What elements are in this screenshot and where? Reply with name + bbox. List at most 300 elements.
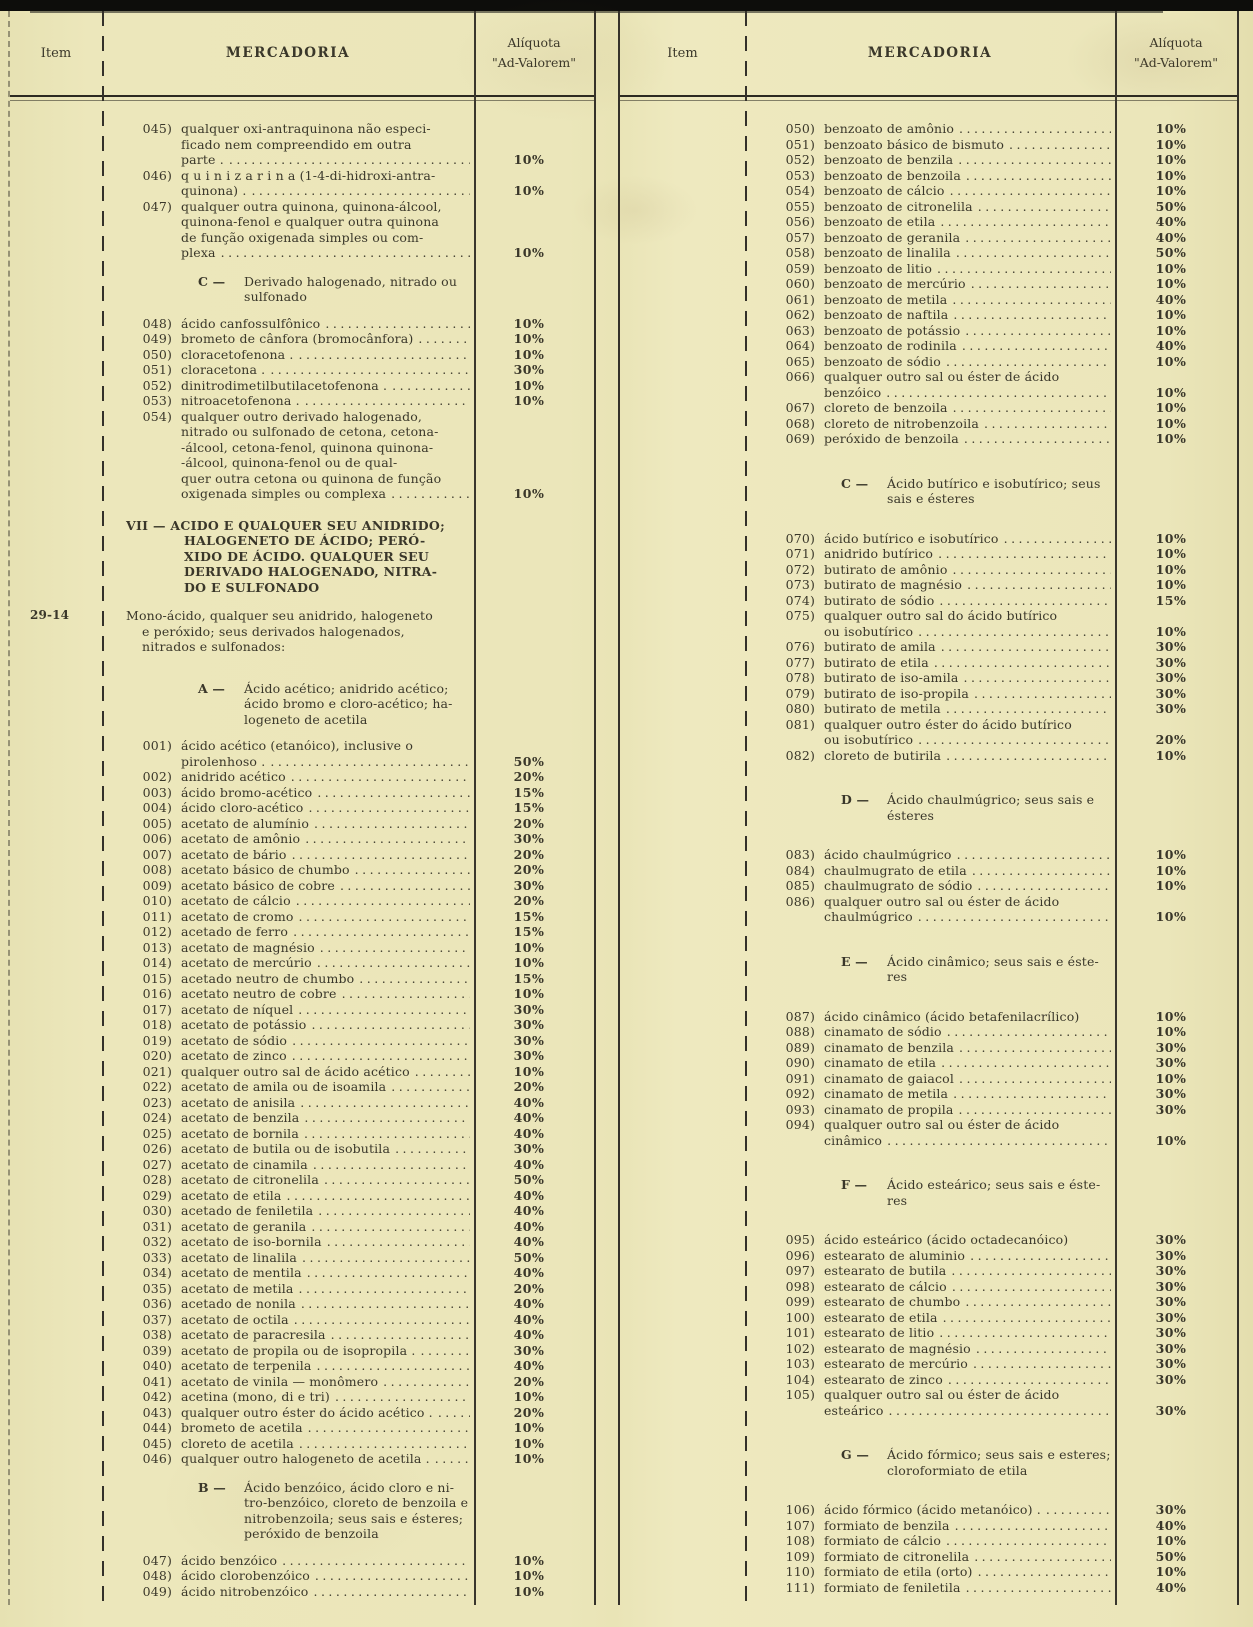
subsection-letter: F — (841, 1177, 868, 1192)
entry-content (126, 1436, 470, 1452)
entry-number: 054) (142, 408, 172, 424)
entry-rate: 30% (1155, 1371, 1187, 1387)
entry-rate: 40% (513, 1218, 545, 1234)
entry-rate: 10% (513, 486, 545, 501)
mercadoria-cell (102, 1327, 474, 1343)
subsection-text: Ácido benzóico, ácido cloro e ni- (244, 1479, 455, 1495)
entry-lines (824, 1564, 1111, 1580)
entry-lines (181, 1234, 470, 1250)
tariff-entry-row (10, 1281, 594, 1297)
tariff-entry-row (620, 1279, 1237, 1295)
item-column-cell (620, 1387, 745, 1418)
mercadoria-cell (745, 608, 1115, 639)
entry-rate: 30% (1155, 1232, 1187, 1247)
entry-rate: 10% (1155, 260, 1187, 276)
entry-content (769, 1232, 1111, 1248)
dot-leader (418, 331, 470, 347)
tariff-entry-row (10, 1126, 594, 1142)
item-column-cell (10, 800, 102, 816)
entry-text: benzoato de etila (824, 214, 936, 229)
mercadoria-cell (102, 878, 474, 894)
entry-content (769, 276, 1111, 292)
item-column-cell (620, 1263, 745, 1279)
entry-content (126, 121, 470, 168)
entry-text-line (824, 593, 1111, 609)
dot-leader (391, 1079, 470, 1095)
dot-leader (886, 385, 1111, 401)
tariff-table-left (8, 11, 596, 1605)
entry-number: 092) (785, 1086, 815, 1101)
tariff-entry-row (10, 1374, 594, 1390)
entry-text: estearato de butila (824, 1263, 947, 1278)
mercadoria-cell (102, 1343, 474, 1359)
entry-rate: 30% (1155, 1294, 1187, 1309)
tariff-entry-row (10, 1265, 594, 1281)
item-column-cell (10, 1219, 102, 1235)
entry-text-line (824, 1580, 1111, 1596)
entry-number: 098) (785, 1278, 815, 1294)
entry-lines (824, 1009, 1111, 1025)
dot-leader (342, 986, 470, 1002)
entry-text-line (824, 276, 1111, 292)
entry-rate: 50% (1155, 198, 1187, 214)
entry-rate: 10% (1155, 167, 1187, 183)
entry-text-line (824, 1102, 1111, 1118)
entry-text: cinamato de benzila (824, 1039, 955, 1055)
mercadoria-cell (745, 562, 1115, 578)
entry-number: 033) (142, 1249, 172, 1265)
entry-number: 030) (142, 1203, 172, 1218)
mercadoria-cell (745, 1310, 1115, 1326)
item-column-cell (10, 1358, 102, 1374)
entry-text: acetato de benzila (181, 1110, 300, 1125)
entry-text: butirato de amônio (824, 561, 948, 577)
entry-text-line (181, 1172, 470, 1188)
mercadoria-cell (745, 199, 1115, 215)
dot-leader (955, 1518, 1111, 1534)
entry-lines (824, 214, 1111, 230)
entry-text-line (181, 1095, 470, 1111)
entry-rate: 10% (513, 1435, 545, 1451)
entry-text: acetato de mercúrio (181, 955, 312, 970)
entry-rate: 10% (513, 377, 545, 393)
tariff-entry-row (620, 1502, 1237, 1518)
entry-text: nitrado ou sulfonado de cetona, cetona- (181, 424, 439, 439)
tariff-entry-row (10, 878, 594, 894)
entry-content (769, 686, 1111, 702)
entry-lines (824, 593, 1111, 609)
mercadoria-cell (102, 168, 474, 199)
mercadoria-cell (102, 608, 474, 655)
tariff-entry-row (620, 245, 1237, 261)
entry-text: ácido cinâmico (ácido betafenilacrílico) (824, 1008, 1080, 1024)
entry-rate: 10% (1155, 862, 1187, 878)
mercadoria-cell (102, 409, 474, 502)
item-column-cell (10, 121, 102, 168)
dot-leader (324, 1172, 470, 1188)
entry-text: acetato de anisila (181, 1094, 296, 1110)
entry-rate: 10% (1155, 384, 1187, 400)
section-heading-text: DO E SULFONADO (184, 579, 320, 595)
item-column-cell (10, 1234, 102, 1250)
item-column-cell (620, 1086, 745, 1102)
mercadoria-cell (745, 686, 1115, 702)
entry-number: 101) (785, 1325, 815, 1340)
dot-leader (953, 400, 1111, 416)
entry-text: acetato de iso-bornila (181, 1234, 322, 1249)
entry-lines (824, 1071, 1111, 1087)
entry-text: q u i n i z a r i n a (1-4-di-hidroxi-antra- (181, 167, 436, 183)
entry-content (769, 847, 1111, 863)
mercadoria-cell (745, 1325, 1115, 1341)
entry-lines (824, 639, 1111, 655)
entry-rate: 10% (1155, 909, 1187, 924)
entry-rate: 40% (513, 1110, 545, 1125)
item-column-cell (620, 1325, 745, 1341)
entry-content (769, 307, 1111, 323)
entry-lines (181, 924, 470, 940)
entry-lines (824, 261, 1111, 277)
dot-leader (959, 1102, 1111, 1118)
item-column-cell (620, 1502, 745, 1518)
entry-content (126, 1568, 470, 1584)
item-column-cell (620, 447, 745, 531)
item-column-cell (10, 409, 102, 502)
entry-text-line (824, 546, 1111, 562)
mercadoria-cell (102, 1553, 474, 1569)
entry-text-line (181, 816, 470, 832)
tariff-entry-row (620, 562, 1237, 578)
entry-text: acetina (mono, di e tri) (181, 1389, 330, 1404)
entry-number: 099) (785, 1294, 815, 1309)
section-heading-text: DERIVADO HALOGENADO, NITRA- (184, 564, 438, 579)
entry-text: benzoato de naftila (824, 307, 949, 322)
entry-text: acetado de ferro (181, 924, 289, 939)
mercadoria-cell (745, 1418, 1115, 1502)
entry-text-line (824, 562, 1111, 578)
entry-number: 094) (785, 1117, 815, 1132)
dot-leader (359, 971, 470, 987)
tariff-entry-row (620, 1580, 1237, 1596)
entry-rate: 30% (513, 831, 545, 846)
entry-lines (181, 971, 470, 987)
entry-number: 061) (785, 291, 815, 307)
tariff-entry-row (620, 152, 1237, 168)
mercadoria-cell (745, 593, 1115, 609)
mercadoria-cell (102, 1188, 474, 1204)
dot-leader (292, 1033, 470, 1049)
entry-lines (181, 1265, 470, 1281)
entry-lines (181, 1420, 470, 1436)
entry-rate: 30% (513, 362, 545, 377)
tariff-entry-row (10, 316, 594, 332)
entry-text-line (824, 577, 1111, 593)
entry-number: 095) (785, 1232, 815, 1247)
entry-lines (181, 1250, 470, 1266)
entry-content (126, 1203, 470, 1219)
entry-lines (824, 1055, 1111, 1071)
entry-lines (824, 531, 1111, 547)
entry-content (769, 1533, 1111, 1549)
entry-content (126, 986, 470, 1002)
entry-number: 106) (785, 1502, 815, 1517)
entry-text-line (181, 1568, 470, 1584)
entry-lines (824, 416, 1111, 432)
entry-lines (824, 292, 1111, 308)
mercadoria-cell (745, 546, 1115, 562)
entry-lines (824, 1533, 1111, 1549)
entry-text: ou isobutírico (824, 623, 914, 639)
dot-leader (947, 1024, 1111, 1040)
entry-lines (824, 1372, 1111, 1388)
dot-leader (946, 1533, 1111, 1549)
entry-number: 026) (142, 1141, 172, 1156)
item-column-cell (620, 245, 745, 261)
mercadoria-cell (102, 1265, 474, 1281)
entry-text-line (824, 1009, 1111, 1025)
entry-lines (181, 1358, 470, 1374)
entry-number: 060) (785, 276, 815, 291)
mercadoria-cell (102, 1064, 474, 1080)
dot-leader (383, 1374, 470, 1390)
entry-content (769, 431, 1111, 447)
entry-number: 005) (142, 815, 172, 831)
item-column-cell (620, 338, 745, 354)
tariff-entry-row (620, 261, 1237, 277)
entry-rate: 20% (513, 1079, 545, 1094)
entry-lines (824, 1232, 1111, 1248)
dot-leader (302, 1250, 470, 1266)
mercadoria-cell (745, 354, 1115, 370)
entry-text: quinona) . (181, 183, 247, 198)
section-heading-row (10, 502, 594, 609)
entry-lines (824, 1117, 1111, 1148)
entry-content (126, 862, 470, 878)
entry-number: 023) (142, 1094, 172, 1110)
mercadoria-cell (745, 1533, 1115, 1549)
entry-text-line (181, 785, 470, 801)
mercadoria-cell (745, 894, 1115, 925)
entry-number: 046) (142, 1451, 172, 1466)
subsection-heading-row (10, 668, 594, 739)
tariff-entry-row (620, 863, 1237, 879)
entry-rate: 40% (513, 1125, 545, 1141)
mercadoria-cell (745, 763, 1115, 847)
entry-rate: 50% (1155, 245, 1187, 260)
entry-text-line (181, 199, 470, 215)
dot-leader (318, 1203, 470, 1219)
entry-text: cinamato de metila (824, 1086, 949, 1101)
entry-rate: 10% (1155, 747, 1187, 763)
section-heading-text: XIDO DE ÁCIDO. QUALQUER SEU (184, 548, 430, 564)
entry-content (769, 1580, 1111, 1596)
mercadoria-cell (102, 1405, 474, 1421)
entry-text: acetato de etila (181, 1187, 282, 1203)
entry-content (126, 816, 470, 832)
entry-text-line (181, 1141, 470, 1157)
tariff-entry-row (620, 894, 1237, 925)
entry-rate: 50% (513, 1172, 545, 1187)
section-heading-text: VII — ACIDO E QUALQUER SEU ANIDRIDO; (126, 517, 445, 533)
entry-text-line (824, 183, 1111, 199)
tariff-entry-row (10, 769, 594, 785)
entry-number: 009) (142, 877, 172, 893)
entry-text: acetato de amônio (181, 831, 301, 846)
subsection-heading (769, 476, 1111, 507)
entry-text: ácido cloro-acético (181, 800, 304, 815)
entry-rate: 10% (513, 245, 545, 260)
dot-leader (938, 546, 1111, 562)
entry-rate: 40% (513, 1358, 545, 1373)
entry-text-line (824, 1133, 1111, 1149)
tariff-entry-row (10, 800, 594, 816)
item-column-cell (10, 668, 102, 739)
entry-rate: 30% (513, 1048, 545, 1063)
entry-number: 037) (142, 1311, 172, 1327)
dot-leader (331, 1327, 470, 1343)
item-column-cell (10, 1126, 102, 1142)
entry-number: 003) (142, 784, 172, 800)
item-column-cell (10, 199, 102, 261)
tariff-entry-row (620, 1086, 1237, 1102)
entry-lines (181, 331, 470, 347)
item-column-cell (620, 369, 745, 400)
entry-text: acetato de amila ou de isoamila (181, 1079, 387, 1094)
entry-text: pirolenhoso . (181, 753, 266, 769)
entry-lines (824, 546, 1111, 562)
item-column-cell (620, 1148, 745, 1232)
subsection-heading (126, 1480, 470, 1542)
entry-rate: 10% (513, 1583, 545, 1599)
item-column-cell (620, 593, 745, 609)
subsection-heading-row (10, 261, 594, 316)
entry-rate: 30% (1155, 1356, 1187, 1371)
entry-content (769, 338, 1111, 354)
entry-lines (181, 831, 470, 847)
entry-text: acetato neutro de cobre (181, 986, 337, 1001)
dot-leader (282, 1553, 470, 1569)
subsection-text: ácido bromo e cloro-acético; ha- (244, 696, 453, 711)
item-column-cell (620, 1294, 745, 1310)
tariff-entry-row (10, 986, 594, 1002)
entry-text: benzoato de benzila (824, 152, 954, 167)
subsection-lines (887, 476, 1111, 507)
entry-lines (824, 878, 1111, 894)
entry-text-line (181, 1017, 470, 1033)
entry-lines (824, 245, 1111, 261)
tariff-entry-row (620, 1549, 1237, 1565)
aliquota-label: Alíquota (507, 35, 561, 50)
entry-content (126, 1157, 470, 1173)
tariff-entry-row (10, 1219, 594, 1235)
entry-text: qualquer outro sal ou éster de ácido (824, 369, 1060, 384)
tariff-entry-row (10, 1017, 594, 1033)
entry-number: 055) (785, 198, 815, 214)
entry-number: 074) (785, 592, 815, 608)
entry-text-line (181, 1188, 470, 1204)
mercadoria-cell (102, 347, 474, 363)
entry-text-line (824, 338, 1111, 354)
tariff-entry-row (620, 1102, 1237, 1118)
tariff-entry-row (620, 230, 1237, 246)
dot-leader (973, 1356, 1111, 1372)
entry-lines (181, 1405, 470, 1421)
tariff-entry-row (10, 1048, 594, 1064)
entry-content (126, 1296, 470, 1312)
entry-lines (824, 1310, 1111, 1326)
entry-text: ácido acético (etanóico), inclusive o (181, 738, 414, 753)
entry-rate: 20% (513, 815, 545, 831)
entry-text: estearato de mercúrio (824, 1356, 968, 1371)
entry-text-line (824, 1117, 1111, 1133)
entry-rate: 15% (513, 924, 545, 939)
mercadoria-cell (102, 668, 474, 739)
dot-leader (287, 1188, 471, 1204)
subsection-letter: G — (841, 1447, 869, 1462)
dot-leader (299, 1436, 470, 1452)
entry-lines (824, 1356, 1111, 1372)
entry-rate: 30% (513, 1017, 545, 1032)
item-column-cell (620, 878, 745, 894)
dot-leader (296, 893, 470, 909)
entry-lines (181, 1033, 470, 1049)
entry-text-line (181, 831, 470, 847)
item-column-cell (620, 1232, 745, 1248)
entry-text: acetado de nonila (181, 1296, 296, 1311)
mercadoria-cell (745, 338, 1115, 354)
entry-rate: 10% (513, 183, 545, 198)
entry-text-line (824, 655, 1111, 671)
dot-leader (965, 1294, 1111, 1310)
entry-text: acetato de vinila — monômero (181, 1373, 379, 1389)
dot-leader (304, 1110, 470, 1126)
entry-lines (824, 1580, 1111, 1596)
item-column-cell (10, 878, 102, 894)
dot-leader (943, 1310, 1111, 1326)
entry-lines (824, 323, 1111, 339)
item-column-cell (620, 639, 745, 655)
entry-rate: 10% (513, 1568, 545, 1583)
mercadoria-cell (745, 121, 1115, 137)
entry-lines (824, 1248, 1111, 1264)
item-column-cell (620, 168, 745, 184)
entry-rate: 10% (1155, 1564, 1187, 1579)
entry-rate: 10% (1155, 353, 1187, 369)
entry-lines (181, 769, 470, 785)
entry-number: 047) (142, 198, 172, 214)
entry-rate: 40% (1155, 1517, 1187, 1533)
entry-text: benzoato básico de bismuto (824, 136, 1005, 152)
entry-content (769, 546, 1111, 562)
subsection-heading (126, 681, 470, 728)
tariff-entry-row (620, 369, 1237, 400)
tariff-entry-row (620, 1341, 1237, 1357)
item-column-cell (10, 1343, 102, 1359)
mercadoria-cell (102, 1110, 474, 1126)
entry-content (769, 1549, 1111, 1565)
entry-lines (181, 316, 470, 332)
subsection-lines (244, 274, 470, 305)
entry-number: 108) (785, 1533, 815, 1548)
dot-leader (420, 1343, 470, 1359)
item-column-cell (620, 608, 745, 639)
entry-rate: 50% (1155, 1548, 1187, 1564)
entry-number: 042) (142, 1389, 172, 1404)
entry-content (769, 1024, 1111, 1040)
entry-rate: 40% (513, 1187, 545, 1203)
item-column-cell (10, 1312, 102, 1328)
dot-leader (941, 1055, 1111, 1071)
